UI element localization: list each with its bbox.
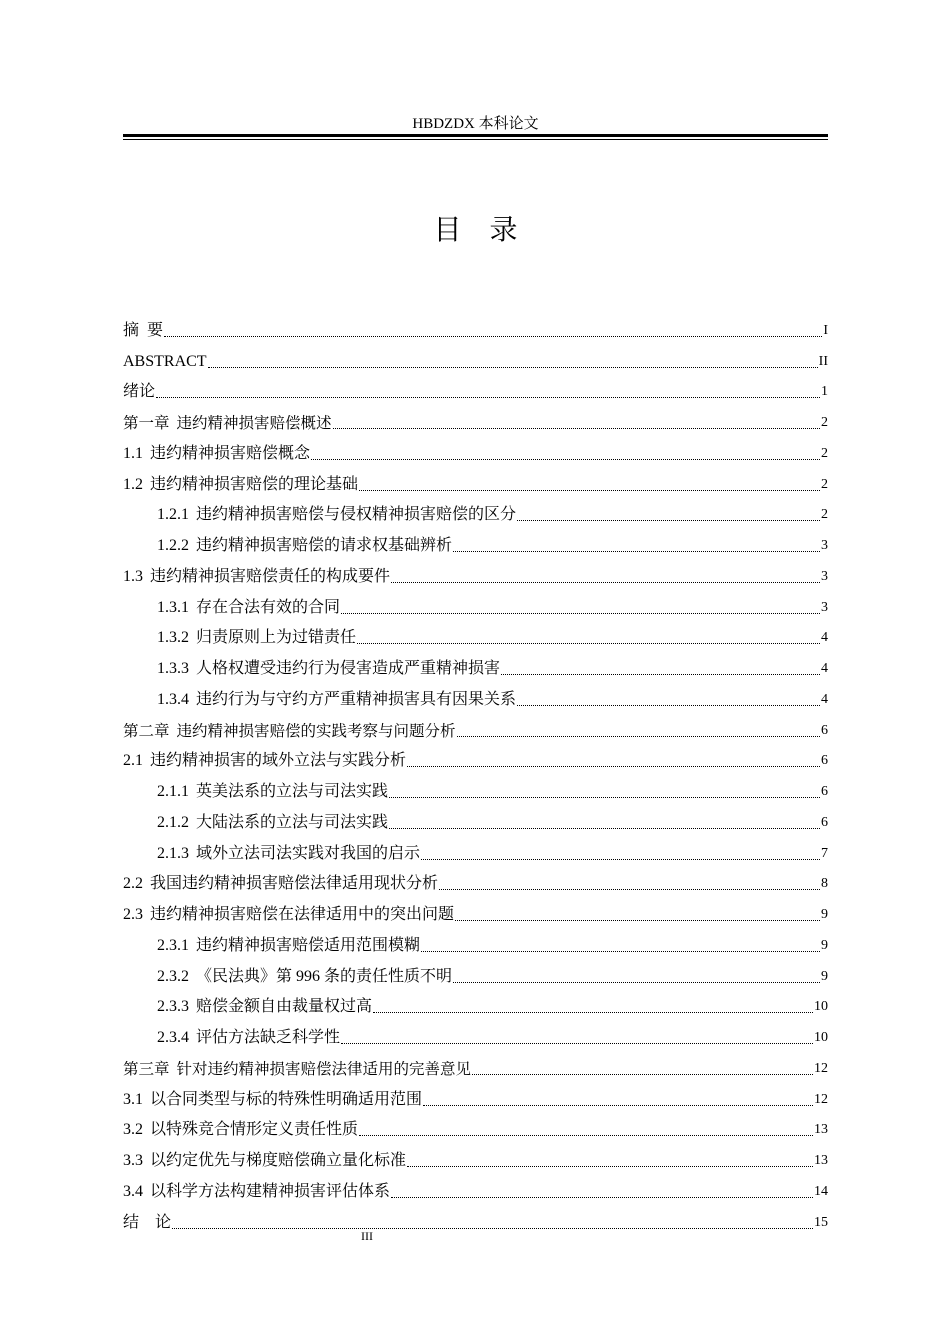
- toc-entry-number: 1.2.1: [157, 506, 189, 524]
- toc-entry-number: 1.3.3: [157, 660, 189, 677]
- toc-dot-leader: [391, 581, 820, 583]
- toc-entry-label: [157, 966, 452, 988]
- toc-entry-title: 以科学方法构建精神损害评估体系: [150, 1182, 391, 1200]
- toc-entry[interactable]: [123, 834, 828, 865]
- toc-entry[interactable]: [123, 711, 828, 742]
- toc-entry-title: 结 论: [123, 1213, 172, 1231]
- toc-dot-leader: [389, 827, 820, 829]
- toc-dot-leader: [164, 335, 822, 337]
- toc-entry-label: [123, 1058, 471, 1080]
- toc-entry-number: 1.2.2: [157, 537, 189, 554]
- toc-entry-title: 摘 要: [123, 321, 164, 339]
- toc-entry-title: 违约精神损害赔偿适用范围模糊: [196, 936, 421, 954]
- toc-entry-number: 1.1: [123, 444, 143, 462]
- toc-entry-number: 2.1: [123, 752, 143, 770]
- toc-entry-number: 2.3.2: [157, 967, 189, 985]
- toc-dot-leader: [517, 704, 820, 706]
- toc-dot-leader: [455, 919, 820, 921]
- toc-entry-label: [157, 689, 516, 711]
- toc-entry-title: 违约精神损害赔偿概述: [176, 414, 332, 432]
- toc-entry[interactable]: [123, 1172, 828, 1203]
- toc-dot-leader: [311, 458, 820, 460]
- toc-entry-label: [123, 1119, 358, 1141]
- toc-entry-title: 以合同类型与标的特殊性明确适用范围: [150, 1090, 423, 1108]
- toc-dot-leader: [389, 796, 820, 798]
- toc-entry[interactable]: [123, 311, 828, 342]
- toc-entry-label: [157, 812, 388, 834]
- page-number: III: [361, 1229, 373, 1243]
- toc-entry[interactable]: [123, 803, 828, 834]
- toc-entry-page: 15: [814, 1214, 828, 1230]
- toc-entry-number: 3.3: [123, 1152, 143, 1169]
- toc-entry[interactable]: [123, 373, 828, 404]
- toc-entry-page: 13: [814, 1122, 828, 1138]
- toc-dot-leader: [423, 1104, 813, 1106]
- toc-entry-page: 10: [814, 999, 828, 1015]
- toc-entry-page: 12: [814, 1091, 828, 1107]
- toc-entry-number: 2.3.1: [157, 936, 189, 954]
- toc-entry-title: 违约精神损害赔偿的理论基础: [150, 475, 359, 493]
- toc-entry-number: 1.3: [123, 567, 143, 585]
- toc-entry[interactable]: [123, 1080, 828, 1111]
- toc-entry-label: [157, 1027, 340, 1049]
- toc-entry-label: [123, 1181, 390, 1203]
- table-of-contents: [123, 311, 828, 1234]
- toc-dot-leader: [457, 735, 820, 737]
- toc-entry[interactable]: [123, 526, 828, 557]
- toc-entry-title: ABSTRACT: [123, 352, 207, 370]
- toc-entry-label: [157, 504, 516, 526]
- toc-entry-number: 2.3: [123, 906, 143, 923]
- toc-entry-page: 2: [821, 507, 828, 523]
- toc-entry-label: [123, 381, 155, 403]
- toc-entry-title: 评估方法缺乏科学性: [196, 1029, 341, 1046]
- toc-entry-number: 2.3.4: [157, 1029, 189, 1046]
- toc-entry-title: 我国违约精神损害赔偿法律适用现状分析: [150, 875, 439, 893]
- toc-entry-label: [123, 873, 438, 895]
- toc-entry-label: [157, 996, 372, 1018]
- toc-entry-number: 3.2: [123, 1121, 143, 1139]
- toc-entry-page: 6: [821, 722, 828, 738]
- toc-dot-leader: [421, 950, 820, 952]
- toc-entry-page: 9: [821, 907, 828, 922]
- toc-entry[interactable]: [123, 1049, 828, 1080]
- toc-entry-page: 6: [821, 814, 828, 830]
- toc-dot-leader: [208, 366, 818, 368]
- toc-entry-label: [123, 443, 310, 465]
- toc-entry-label: [123, 320, 163, 342]
- toc-entry-page: 3: [821, 599, 828, 615]
- toc-dot-leader: [333, 427, 820, 429]
- toc-entry-number: 第三章: [123, 1059, 170, 1078]
- toc-entry[interactable]: [123, 926, 828, 957]
- toc-dot-leader: [341, 1042, 813, 1044]
- toc-dot-leader: [359, 489, 820, 491]
- toc-entry-page: 4: [821, 630, 828, 646]
- toc-entry-title: 归责原则上为过错责任: [196, 629, 357, 647]
- toc-entry-number: 3.1: [123, 1090, 143, 1108]
- toc-dot-leader: [373, 1011, 813, 1013]
- toc-entry-title: 赔偿金额自由裁量权过高: [196, 998, 373, 1016]
- toc-entry[interactable]: [123, 342, 828, 373]
- toc-entry[interactable]: [123, 1141, 828, 1172]
- toc-entry-title: 违约精神损害赔偿的请求权基础辨析: [196, 537, 453, 554]
- toc-entry-label: [123, 1150, 406, 1172]
- toc-entry-title: 人格权遭受违约行为侵害造成严重精神损害: [196, 660, 501, 677]
- toc-entry-label: [157, 843, 420, 865]
- toc-entry-title: 英美法系的立法与司法实践: [196, 783, 389, 800]
- toc-entry-page: 7: [821, 845, 828, 861]
- toc-entry-label: [157, 597, 340, 619]
- toc-entry-title: 违约精神损害赔偿与侵权精神损害赔偿的区分: [196, 506, 517, 524]
- toc-entry-number: 2.1.2: [157, 813, 189, 831]
- toc-dot-leader: [517, 519, 820, 521]
- toc-entry-page: 10: [814, 1030, 828, 1045]
- toc-entry-page: 2: [821, 476, 828, 492]
- toc-entry-number: 2.1.3: [157, 844, 189, 862]
- toc-entry[interactable]: [123, 957, 828, 988]
- toc-entry[interactable]: [123, 988, 828, 1019]
- toc-entry-label: [157, 658, 500, 680]
- toc-entry[interactable]: [123, 649, 828, 680]
- toc-entry-page: 6: [821, 753, 828, 769]
- toc-entry-label: [123, 351, 207, 373]
- toc-entry-number: 2.2: [123, 875, 143, 893]
- toc-entry-title: 域外立法司法实践对我国的启示: [196, 844, 421, 862]
- toc-entry-page: 6: [821, 784, 828, 799]
- toc-entry-label: [123, 474, 358, 496]
- toc-dot-leader: [421, 858, 820, 860]
- toc-entry-page: 14: [814, 1183, 828, 1199]
- toc-entry-label: [157, 535, 452, 557]
- toc-entry-page: I: [823, 322, 828, 338]
- toc-entry-page: 13: [814, 1153, 828, 1168]
- toc-dot-leader: [439, 888, 820, 890]
- toc-entry-page: 8: [821, 876, 828, 892]
- toc-dot-leader: [359, 1134, 813, 1136]
- header-rule-thin: [123, 139, 828, 140]
- toc-entry-page: 9: [821, 968, 828, 984]
- toc-entry[interactable]: [123, 619, 828, 650]
- toc-entry-number: 1.3.1: [157, 598, 189, 616]
- toc-entry-page: II: [818, 353, 828, 369]
- toc-entry-title: 违约精神损害赔偿的实践考察与问题分析: [176, 721, 456, 740]
- toc-dot-leader: [407, 1165, 813, 1167]
- toc-entry[interactable]: [123, 1018, 828, 1049]
- toc-entry-title: 违约精神损害赔偿在法律适用中的突出问题: [150, 906, 455, 923]
- toc-entry[interactable]: [123, 1203, 828, 1234]
- toc-entry[interactable]: [123, 588, 828, 619]
- toc-entry-page: 3: [821, 538, 828, 553]
- toc-entry-label: [123, 750, 406, 772]
- toc-entry-number: 3.4: [123, 1182, 143, 1200]
- toc-dot-leader: [172, 1227, 813, 1229]
- toc-entry-title: 《民法典》第 996 条的责任性质不明: [196, 967, 453, 985]
- toc-entry-title: 以特殊竞合情形定义责任性质: [150, 1121, 359, 1139]
- toc-entry-title: 违约精神损害赔偿责任的构成要件: [150, 567, 391, 585]
- toc-entry-label: [157, 935, 420, 957]
- toc-entry-page: 9: [821, 937, 828, 953]
- toc-title: 目录: [433, 213, 546, 246]
- toc-entry-number: 第一章: [123, 414, 170, 432]
- toc-entry-number: 2.1.1: [157, 783, 189, 800]
- toc-entry[interactable]: [123, 680, 828, 711]
- toc-entry-title: 大陆法系的立法与司法实践: [196, 813, 389, 831]
- toc-entry-label: [123, 720, 456, 742]
- toc-entry[interactable]: [123, 557, 828, 588]
- toc-dot-leader: [156, 396, 820, 398]
- header-rule-thick: [123, 134, 828, 137]
- toc-dot-leader: [357, 642, 820, 644]
- toc-dot-leader: [341, 612, 820, 614]
- toc-entry-title: 存在合法有效的合同: [196, 598, 341, 616]
- toc-entry-number: 1.3.2: [157, 629, 189, 647]
- toc-dot-leader: [501, 673, 820, 675]
- toc-entry-number: 1.2: [123, 475, 143, 493]
- toc-entry-page: 4: [821, 661, 828, 676]
- toc-entry-number: 1.3.4: [157, 690, 189, 708]
- toc-entry-label: [123, 904, 454, 926]
- toc-entry-number: 2.3.3: [157, 998, 189, 1016]
- toc-dot-leader: [472, 1073, 813, 1075]
- toc-entry[interactable]: [123, 772, 828, 803]
- toc-entry[interactable]: [123, 434, 828, 465]
- toc-entry-page: 4: [821, 691, 828, 707]
- toc-entry-page: 2: [821, 445, 828, 461]
- toc-entry-title: 针对违约精神损害赔偿法律适用的完善意见: [176, 1059, 472, 1078]
- toc-entry-page: 3: [821, 568, 828, 584]
- toc-entry-label: [123, 412, 332, 434]
- toc-entry[interactable]: [123, 1111, 828, 1142]
- toc-dot-leader: [453, 981, 820, 983]
- toc-dot-leader: [453, 550, 820, 552]
- toc-entry[interactable]: [123, 496, 828, 527]
- toc-entry-number: 第二章: [123, 721, 170, 740]
- toc-entry[interactable]: [123, 465, 828, 496]
- toc-entry-title: 违约行为与守约方严重精神损害具有因果关系: [196, 690, 517, 708]
- toc-entry[interactable]: [123, 742, 828, 773]
- toc-entry-title: 违约精神损害赔偿概念: [150, 444, 311, 462]
- toc-entry-page: 2: [821, 415, 828, 430]
- toc-entry-page: 12: [814, 1060, 828, 1076]
- toc-entry[interactable]: [123, 865, 828, 896]
- toc-entry-title: 违约精神损害的域外立法与实践分析: [150, 752, 407, 770]
- toc-entry[interactable]: [123, 403, 828, 434]
- toc-entry[interactable]: [123, 895, 828, 926]
- toc-dot-leader: [407, 765, 820, 767]
- toc-entry-label: [123, 566, 390, 588]
- toc-entry-title: 以约定优先与梯度赔偿确立量化标准: [150, 1152, 407, 1169]
- toc-entry-title: 绪论: [123, 383, 156, 401]
- toc-entry-label: [123, 1089, 422, 1111]
- toc-entry-label: [157, 627, 356, 649]
- toc-dot-leader: [391, 1196, 813, 1198]
- toc-entry-label: [123, 1212, 171, 1234]
- toc-entry-page: 1: [821, 384, 828, 400]
- running-header: HBDZDX 本科论文: [412, 116, 539, 132]
- toc-entry-label: [157, 781, 388, 803]
